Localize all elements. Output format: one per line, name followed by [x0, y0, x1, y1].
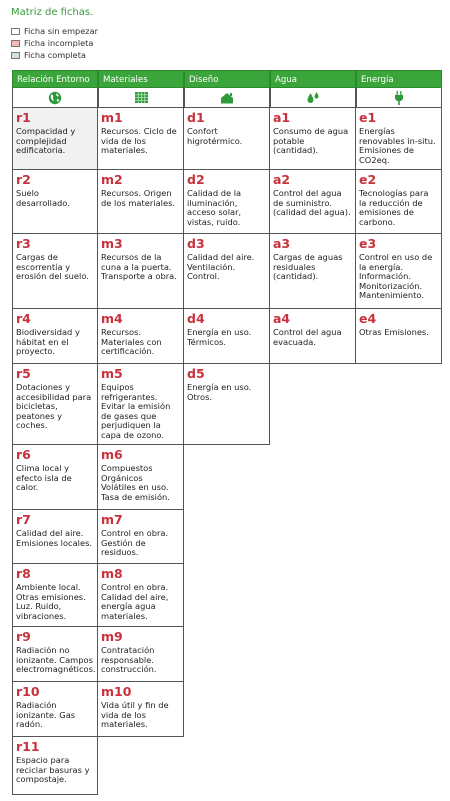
- ficha-desc: Biodiversidad y hábitat en el proyecto.: [16, 327, 80, 357]
- ficha-code: r9: [16, 629, 31, 644]
- ficha-desc: Otras Emisiones.: [359, 327, 429, 337]
- ficha-code: r2: [16, 172, 31, 187]
- table-row: [12, 108, 442, 170]
- table-row: [12, 445, 442, 510]
- ficha-desc: Compuestos Orgánicos Volátiles en uso. Tasa de emisión.: [101, 463, 170, 502]
- ficha-cell-m9[interactable]: [98, 627, 184, 682]
- legend-item-incomplete: [11, 37, 98, 49]
- house-icon[interactable]: [184, 88, 270, 108]
- ficha-cell-m1[interactable]: [98, 108, 184, 170]
- ficha-cell-m5[interactable]: [98, 364, 184, 445]
- ficha-code: m9: [101, 629, 123, 644]
- ficha-desc: Vida útil y fin de vida de los materiales.: [101, 700, 169, 730]
- col-header-diseno[interactable]: Diseño: [184, 70, 270, 88]
- ficha-desc: Energía en uso. Otros.: [187, 382, 252, 402]
- ficha-cell-r5[interactable]: [12, 364, 98, 445]
- ficha-cell-a3[interactable]: [270, 234, 356, 309]
- ficha-code: r11: [16, 739, 40, 754]
- ficha-code: a2: [273, 172, 291, 187]
- ficha-code: r1: [16, 110, 31, 125]
- table-row: [12, 564, 442, 627]
- ficha-cell-d3[interactable]: [184, 234, 270, 309]
- ficha-cell-m7[interactable]: [98, 510, 184, 564]
- ficha-cell-m6[interactable]: [98, 445, 184, 510]
- ficha-desc: Energía en uso. Térmicos.: [187, 327, 252, 347]
- ficha-code: r7: [16, 512, 31, 527]
- ficha-cell-e2[interactable]: [356, 170, 442, 234]
- ficha-code: e1: [359, 110, 377, 125]
- ficha-cell-d1[interactable]: [184, 108, 270, 170]
- ficha-desc: Radiación no ionizante. Campos electromagnéticos.: [16, 645, 96, 675]
- ficha-code: e3: [359, 236, 377, 251]
- ficha-desc: Compacidad y complejidad edificatoria.: [16, 126, 76, 156]
- ficha-desc: Tecnologías para la reducción de emisiones de carbono.: [359, 188, 429, 227]
- table-row: [12, 309, 442, 364]
- ficha-desc: Cargas de aguas residuales (cantidad).: [273, 252, 343, 282]
- ficha-code: d5: [187, 366, 205, 381]
- table-row: [12, 510, 442, 564]
- ficha-code: r3: [16, 236, 31, 251]
- ficha-desc: Calidad de la iluminación, acceso solar, vistas, ruido.: [187, 188, 242, 227]
- ficha-desc: Clima local y efecto isla de calor.: [16, 463, 72, 493]
- ficha-cell-r9[interactable]: [12, 627, 98, 682]
- ficha-cell-a2[interactable]: [270, 170, 356, 234]
- ficha-cell-a1[interactable]: [270, 108, 356, 170]
- ficha-code: r5: [16, 366, 31, 381]
- ficha-code: e4: [359, 311, 377, 326]
- col-header-materiales[interactable]: Materiales: [98, 70, 184, 88]
- ficha-desc: Ambiente local. Otras emisiones. Luz. Ruido, vibraciones.: [16, 582, 86, 621]
- ficha-desc: Dotaciones y accesibilidad para bicicletas, peatones y coches.: [16, 382, 92, 431]
- fichas-matrix: [12, 70, 442, 795]
- ficha-desc: Consumo de agua potable (cantidad).: [273, 126, 349, 156]
- ficha-cell-m10[interactable]: [98, 682, 184, 737]
- ficha-code: m3: [101, 236, 123, 251]
- ficha-desc: Contratación responsable. construcción.: [101, 645, 157, 675]
- ficha-code: r6: [16, 447, 31, 462]
- ficha-desc: Espacio para reciclar basuras y compostaje.: [16, 755, 90, 785]
- legend-label-complete: Ficha completa: [24, 50, 86, 60]
- ficha-desc: Control del agua de suministro. (calidad del agua).: [273, 188, 351, 218]
- empty-cell: [356, 364, 442, 445]
- ficha-code: m1: [101, 110, 123, 125]
- ficha-code: m6: [101, 447, 123, 462]
- col-header-agua[interactable]: Agua: [270, 70, 356, 88]
- ficha-desc: Calidad del aire. Ventilación. Control.: [187, 252, 255, 282]
- ficha-desc: Control en obra. Gestión de residuos.: [101, 528, 169, 558]
- header-row: [12, 70, 442, 88]
- ficha-cell-d2[interactable]: [184, 170, 270, 234]
- ficha-cell-m8[interactable]: [98, 564, 184, 627]
- ficha-desc: Recursos. Ciclo de vida de los materiales.: [101, 126, 177, 156]
- ficha-cell-e1[interactable]: [356, 108, 442, 170]
- legend-swatch-complete: [11, 52, 20, 59]
- ficha-desc: Calidad del aire. Emisiones locales.: [16, 528, 93, 548]
- ficha-code: m7: [101, 512, 123, 527]
- col-header-energia[interactable]: Energía: [356, 70, 442, 88]
- ficha-cell-a4[interactable]: [270, 309, 356, 364]
- ficha-desc: Equipos refrigerantes. Evitar la emisión de gases que perjudiquen la capa de ozono.: [101, 382, 171, 440]
- table-row: [12, 364, 442, 445]
- ficha-cell-m2[interactable]: [98, 170, 184, 234]
- ficha-cell-r10[interactable]: [12, 682, 98, 737]
- col-header-relacion-entorno[interactable]: Relación Entorno: [12, 70, 98, 88]
- page-title: Matriz de fichas.: [11, 7, 94, 18]
- icon-row: [12, 88, 442, 108]
- water-drops-icon[interactable]: [270, 88, 356, 108]
- ficha-cell-r1[interactable]: [12, 108, 98, 170]
- ficha-cell-r6[interactable]: [12, 445, 98, 510]
- ficha-desc: Confort higrotérmico.: [187, 126, 243, 146]
- ficha-code: d1: [187, 110, 205, 125]
- ficha-desc: Recursos. Materiales con certificación.: [101, 327, 162, 357]
- ficha-desc: Control en obra. Calidad del aire, energía agua materiales.: [101, 582, 169, 621]
- ficha-desc: Recursos. Origen de los materiales.: [101, 188, 176, 208]
- materials-grid-icon[interactable]: [98, 88, 184, 108]
- empty-cell: [270, 364, 356, 445]
- ficha-desc: Energías renovables in-situ. Emisiones de CO2eq.: [359, 126, 436, 165]
- ficha-code: d2: [187, 172, 205, 187]
- ficha-code: r8: [16, 566, 31, 581]
- ficha-code: m4: [101, 311, 123, 326]
- ficha-code: a4: [273, 311, 291, 326]
- ficha-desc: Control del agua evacuada.: [273, 327, 342, 347]
- ficha-code: r4: [16, 311, 31, 326]
- ficha-code: m10: [101, 684, 132, 699]
- ficha-code: m5: [101, 366, 123, 381]
- legend-swatch-incomplete: [11, 40, 20, 47]
- ficha-desc: Radiación ionizante. Gas radón.: [16, 700, 76, 730]
- ficha-cell-r3[interactable]: [12, 234, 98, 309]
- legend-swatch-not-started: [11, 28, 20, 35]
- ficha-cell-e4[interactable]: [356, 309, 442, 364]
- table-row: [12, 682, 442, 737]
- ficha-cell-r8[interactable]: [12, 564, 98, 627]
- ficha-code: d3: [187, 236, 205, 251]
- ficha-code: d4: [187, 311, 205, 326]
- ficha-code: r10: [16, 684, 40, 699]
- globe-icon[interactable]: [12, 88, 98, 108]
- ficha-cell-e3[interactable]: [356, 234, 442, 309]
- table-row: [12, 737, 442, 795]
- ficha-cell-d5[interactable]: [184, 364, 270, 445]
- legend: [11, 25, 98, 61]
- ficha-cell-r7[interactable]: [12, 510, 98, 564]
- ficha-code: e2: [359, 172, 377, 187]
- ficha-cell-m4[interactable]: [98, 309, 184, 364]
- ficha-cell-m3[interactable]: [98, 234, 184, 309]
- ficha-cell-d4[interactable]: [184, 309, 270, 364]
- ficha-cell-r11[interactable]: [12, 737, 98, 795]
- ficha-desc: Cargas de escorrentía y erosión del suelo.: [16, 252, 89, 282]
- ficha-code: m2: [101, 172, 123, 187]
- ficha-cell-r2[interactable]: [12, 170, 98, 234]
- legend-label-not-started: Ficha sin empezar: [24, 26, 98, 36]
- ficha-code: a3: [273, 236, 291, 251]
- ficha-cell-r4[interactable]: [12, 309, 98, 364]
- ficha-desc: Suelo desarrollado.: [16, 188, 70, 208]
- legend-item-not-started: [11, 25, 98, 37]
- ficha-code: m8: [101, 566, 123, 581]
- table-row: [12, 170, 442, 234]
- table-row: [12, 234, 442, 309]
- ficha-code: a1: [273, 110, 291, 125]
- legend-item-complete: [11, 49, 98, 61]
- ficha-desc: Recursos de la cuna a la puerta. Transporte a obra.: [101, 252, 177, 282]
- table-row: [12, 627, 442, 682]
- ficha-desc: Control en uso de la energía. Información. Monitorización. Mantenimiento.: [359, 252, 433, 301]
- legend-label-incomplete: Ficha incompleta: [24, 38, 94, 48]
- plug-icon[interactable]: [356, 88, 442, 108]
